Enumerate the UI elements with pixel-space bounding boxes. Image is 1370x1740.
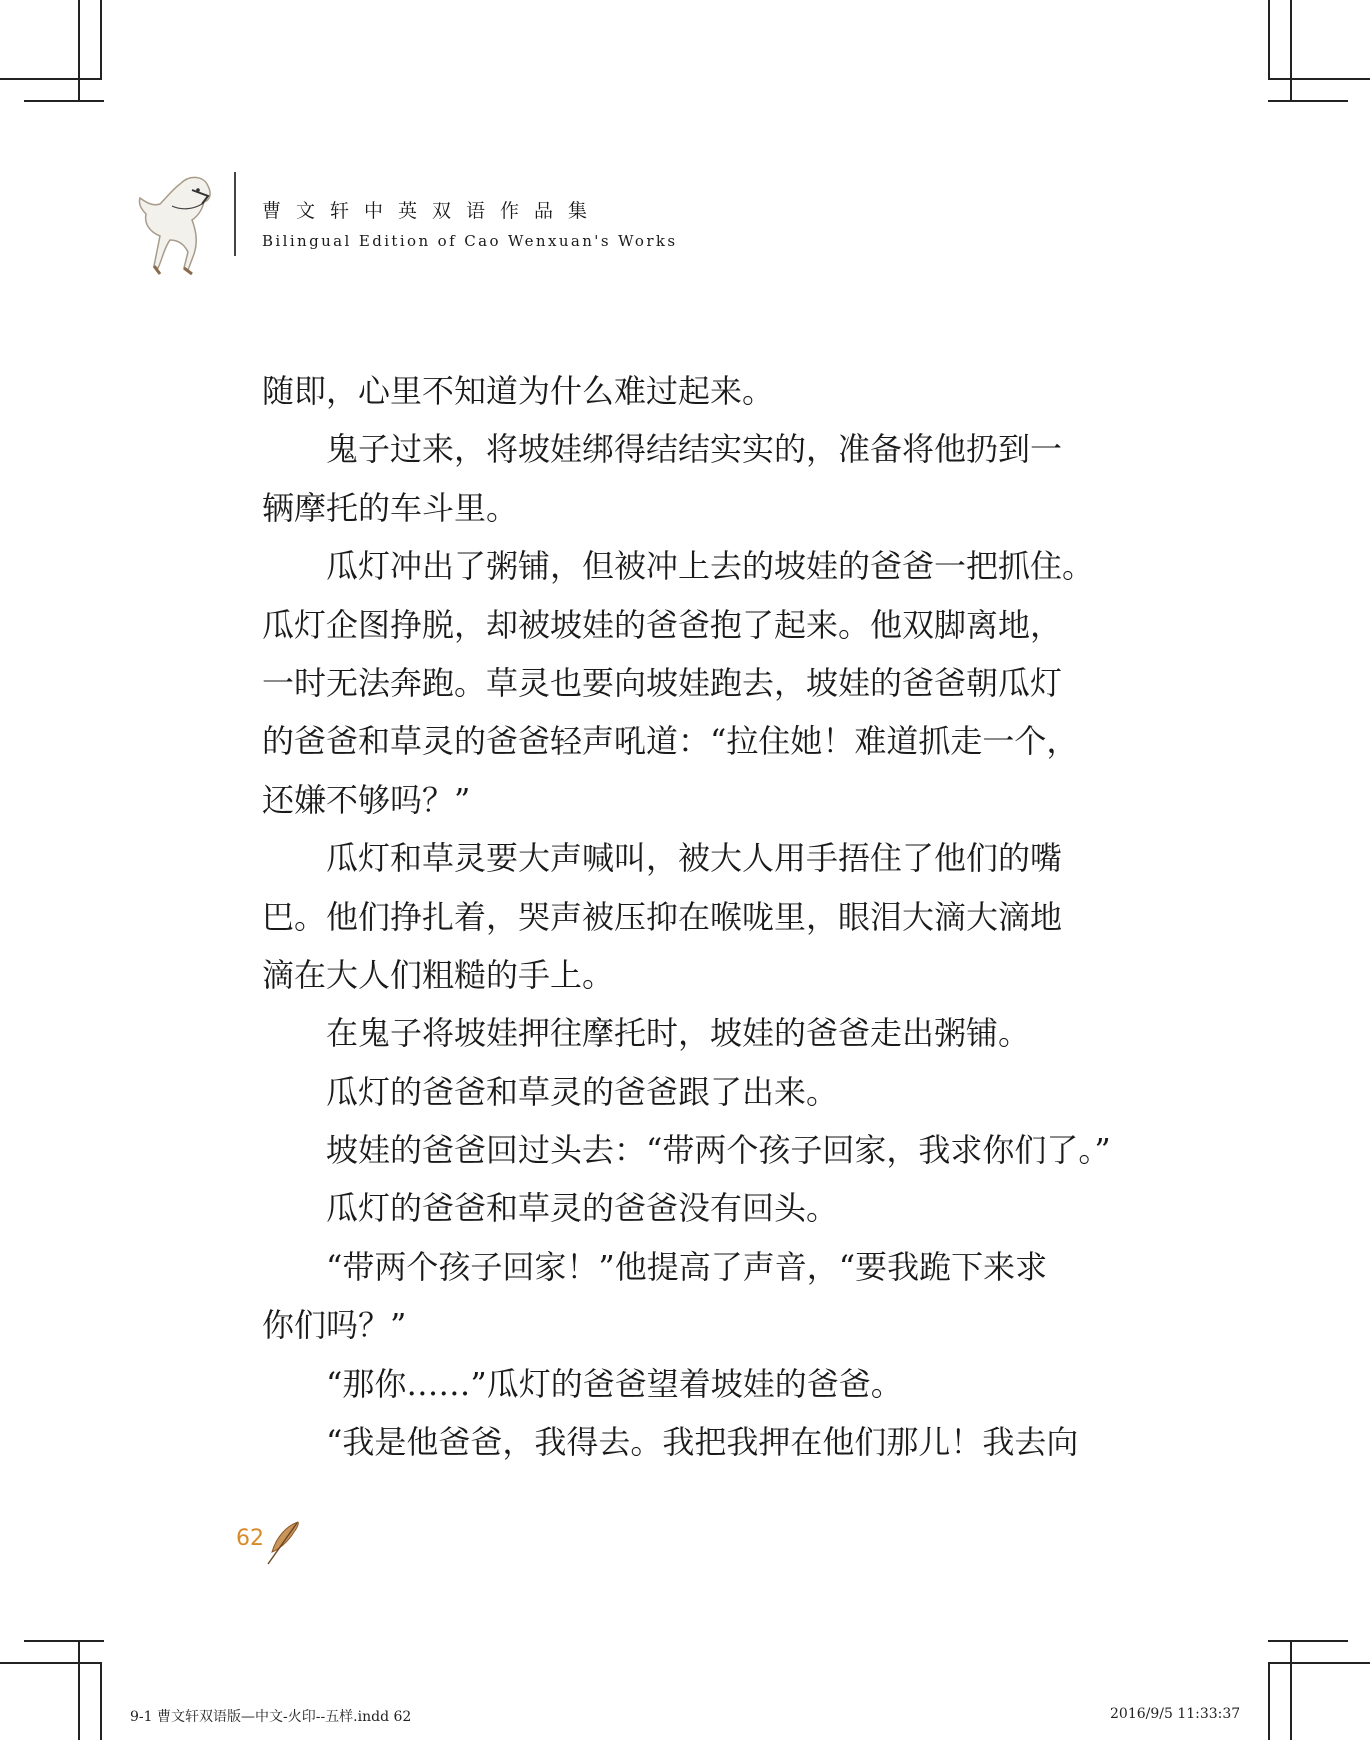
crop-mark [1268,1662,1370,1664]
text-line: 辆摩托的车斗里。 [262,488,519,527]
text-line: 鬼子过来，将坡娃绑得结结实实的，准备将他扔到一 [326,430,1063,469]
text-line: 瓜灯的爸爸和草灵的爸爸没有回头。 [326,1189,839,1228]
text-line: 随即，心里不知道为什么难过起来。 [262,372,775,410]
crop-mark [0,1662,102,1664]
crop-mark [100,0,102,80]
crop-mark [1268,1640,1348,1642]
feather-icon [264,1520,302,1566]
text-line: 你们吗？” [262,1306,407,1345]
text-line: 还嫌不够吗？” [262,780,471,819]
text-line: 一时无法奔跑。草灵也要向坡娃跑去，坡娃的爸爸朝瓜灯 [262,663,1063,702]
crop-mark [24,100,104,102]
crop-mark [1290,0,1292,102]
crop-mark [78,0,80,100]
text-line: 在鬼子将坡娃押往摩托时，坡娃的爸爸走出粥铺。 [326,1014,1031,1053]
crop-mark [0,78,100,80]
text-line: 瓜灯和草灵要大声喊叫，被大人用手捂住了他们的嘴 [326,839,1063,878]
text-line: “带两个孩子回家！”他提高了声音，“要我跪下来求 [326,1247,1048,1286]
text-line: 坡娃的爸爸回过头去：“带两个孩子回家，我求你们了。” [326,1131,1111,1170]
text-line: “那你……”瓜灯的爸爸望着坡娃的爸爸。 [326,1364,903,1403]
text-line: 的爸爸和草灵的爸爸轻声吼道：“拉住她！难道抓走一个， [262,722,1079,761]
header-divider [234,172,236,256]
body-text [262,362,1111,1471]
crop-mark [1268,0,1270,80]
crop-mark [100,1662,102,1740]
text-line: 巴。他们挣扎着，哭声被压抑在喉咙里，眼泪大滴大滴地 [262,897,1063,936]
crop-mark [1290,1640,1292,1740]
white-horse-icon [132,170,228,276]
file-info: 9-1 曹文轩双语版—中文-火印--五样.indd 62 [130,1709,412,1725]
page-number: 62 [236,1526,264,1551]
crop-mark [78,1640,80,1740]
crop-mark [1268,100,1348,102]
crop-mark [24,1640,104,1642]
series-title-en: Bilingual Edition of Cao Wenxuan's Works [262,232,678,250]
text-line: 瓜灯的爸爸和草灵的爸爸跟了出来。 [326,1072,839,1111]
text-line: “我是他爸爸，我得去。我把我押在他们那儿！我去向 [326,1423,1079,1462]
crop-mark [1268,1662,1270,1740]
crop-mark [1268,78,1370,80]
series-title-cn: 曹文轩中英双语作品集 [262,200,603,222]
text-line: 滴在大人们粗糙的手上。 [262,955,615,994]
print-timestamp: 2016/9/5 11:33:37 [1110,1706,1241,1722]
text-line: 瓜灯冲出了粥铺，但被冲上去的坡娃的爸爸一把抓住。 [326,547,1095,586]
text-line: 瓜灯企图挣脱，却被坡娃的爸爸抱了起来。他双脚离地， [262,605,1063,644]
